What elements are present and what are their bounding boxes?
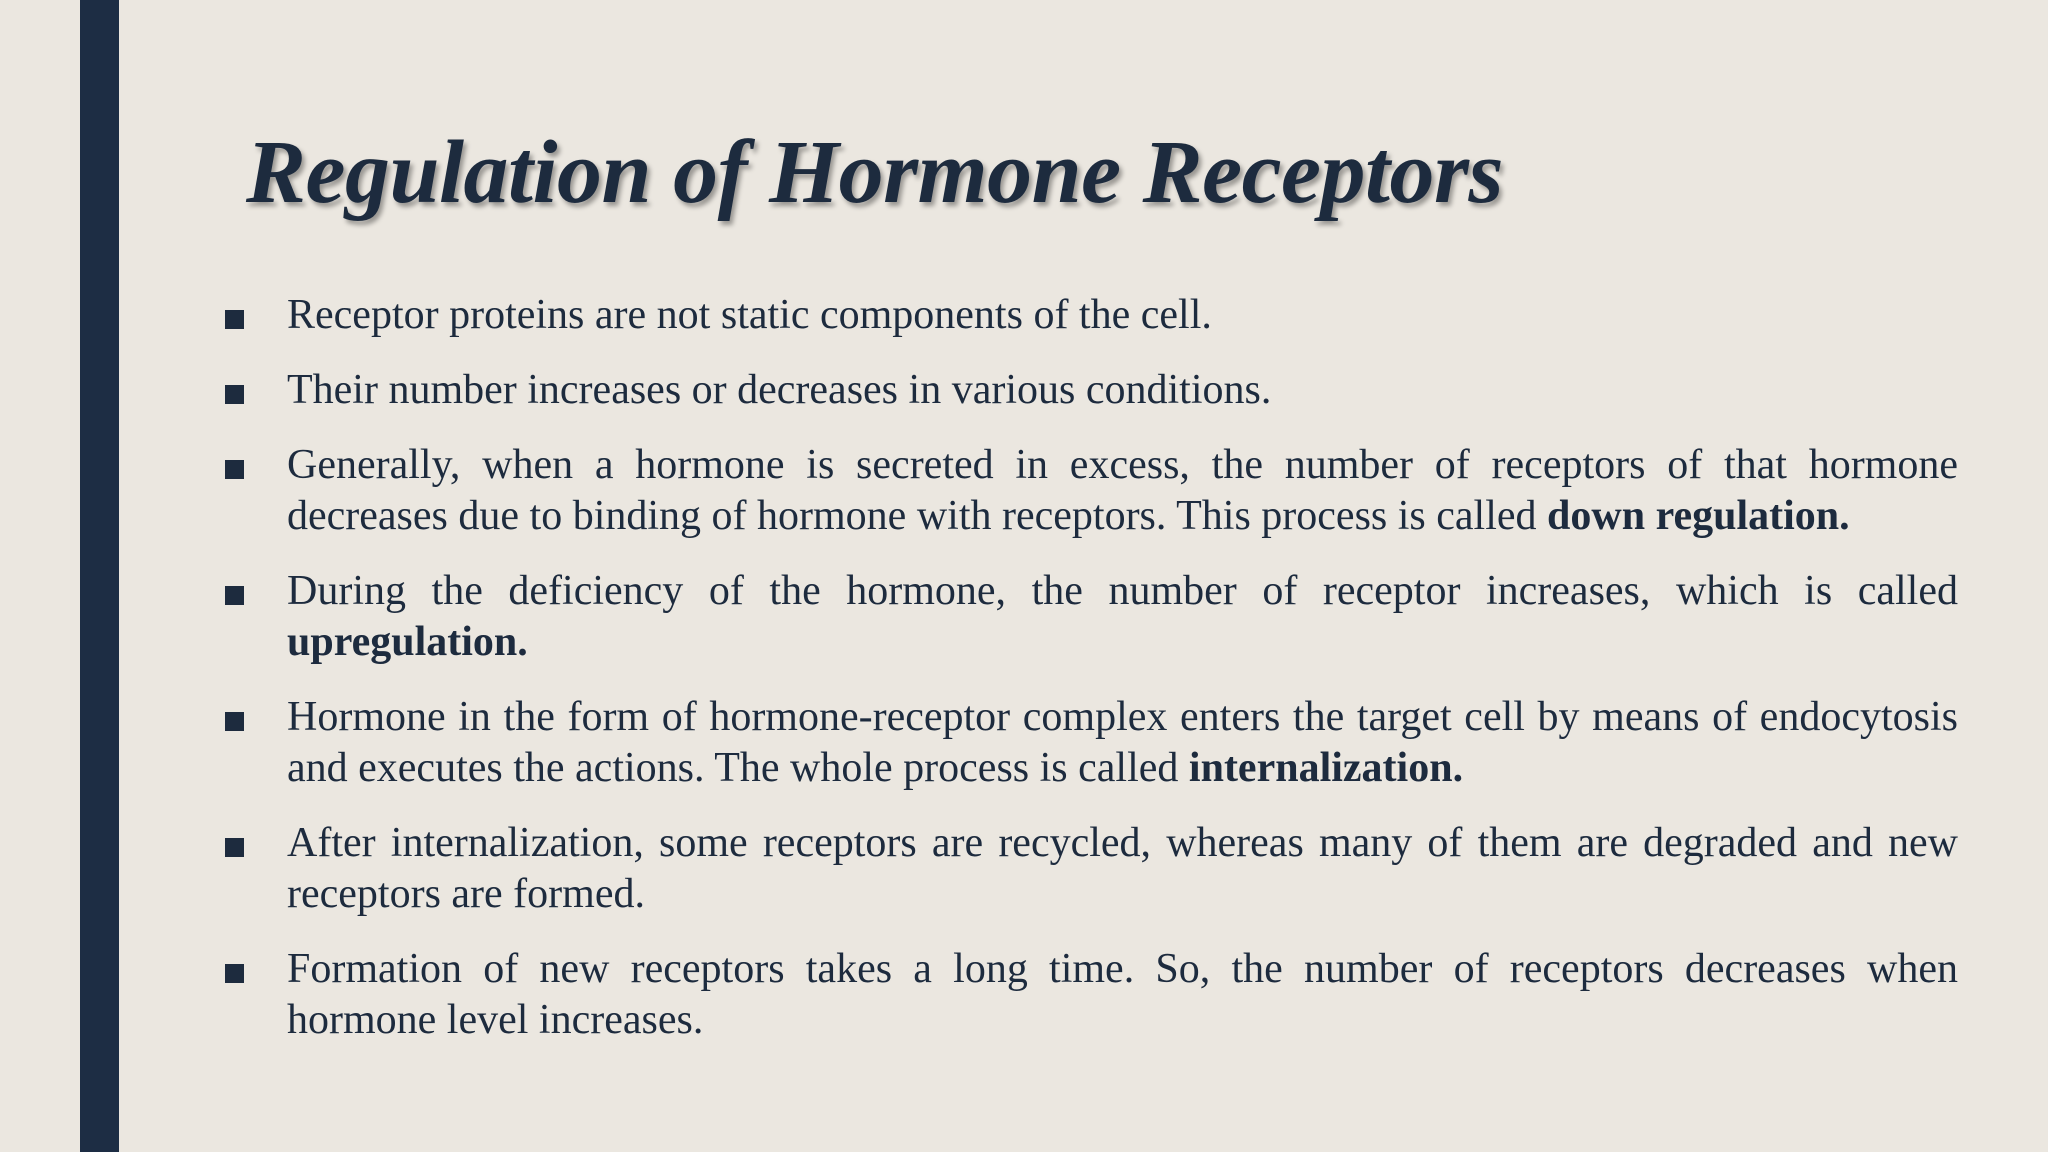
bullet-item [222, 365, 1958, 416]
square-bullet-icon [225, 712, 244, 731]
square-bullet-icon [225, 385, 244, 404]
bullet-text: Hormone in the form of hormone-receptor complex enters the target cell by means of endocytosis and executes the actions. The whole process is called [287, 694, 1958, 791]
bullet-item [222, 290, 1958, 341]
slide-title: Regulation of Hormone Receptors [246, 123, 1504, 222]
square-bullet-icon [225, 586, 244, 605]
square-bullet-icon [225, 310, 244, 329]
bullet-text: Their number increases or decreases in various conditions. [287, 367, 1272, 413]
bullet-list [222, 290, 1958, 1070]
bullet-item [222, 566, 1958, 668]
bullet-item [222, 692, 1958, 794]
bullet-text: During the deficiency of the hormone, the number of receptor increases, which is called [287, 568, 1958, 614]
left-accent-bar [80, 0, 119, 1152]
bullet-item [222, 944, 1958, 1046]
bullet-item [222, 818, 1958, 920]
bullet-bold-term: down regulation. [1547, 493, 1850, 539]
bullet-text: Receptor proteins are not static components of the cell. [287, 292, 1212, 338]
bullet-item [222, 440, 1958, 542]
bullet-text: Formation of new receptors takes a long time. So, the number of receptors decreases when hormone level increases. [287, 946, 1958, 1043]
square-bullet-icon [225, 964, 244, 983]
square-bullet-icon [225, 460, 244, 479]
bullet-text: Generally, when a hormone is secreted in excess, the number of receptors of that hormone decreases due to binding of hormone with receptors. This process is called [287, 442, 1958, 539]
bullet-bold-term: internalization. [1188, 745, 1464, 791]
bullet-text: After internalization, some receptors are recycled, whereas many of them are degraded and new receptors are formed. [287, 820, 1958, 917]
square-bullet-icon [225, 838, 244, 857]
bullet-bold-term: upregulation. [287, 619, 528, 665]
